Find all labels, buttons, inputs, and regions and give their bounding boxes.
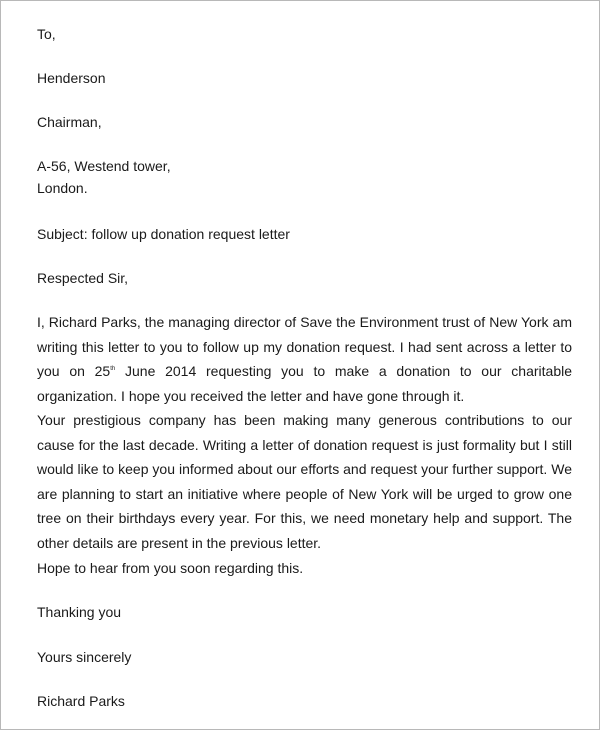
paragraph-1-part-2: June 2014 requesting you to make a donation to our charitable organization. I hope you received the letter and have gone through it. [37, 363, 572, 404]
address-line-2: London. [37, 180, 88, 196]
to-label: To, [37, 26, 56, 42]
recipient-name: Henderson [37, 70, 106, 86]
signature-name: Richard Parks [37, 693, 125, 709]
paragraph-2: Your prestigious company has been making many generous contributions to our cause for the last decade. Writing a letter of donation request is just formality but I still would like to keep you informed about our efforts and request your further support. We are planning to start an initiative where people of New York will be urged to grow one tree on their birthdays every year. For this, we need monetary help and support. The other details are present in the previous letter. [37, 412, 572, 551]
subject-line: Subject: follow up donation request letter [37, 226, 290, 242]
recipient-title: Chairman, [37, 114, 102, 130]
thanks-line: Thanking you [37, 604, 122, 620]
paragraph-1-part-1: I, Richard Parks, the managing director of Save the Environment trust of New York am writing this letter to you to follow up my donation request. I had sent across a letter to you on 25 [37, 314, 572, 379]
paragraph-1 [37, 310, 572, 408]
sign-off: Yours sincerely [37, 649, 132, 665]
closing-line: Hope to hear from you soon regarding this. [37, 560, 304, 576]
address-line-1: A-56, Westend tower, [37, 158, 171, 174]
greeting: Respected Sir, [37, 270, 129, 286]
date-ordinal-suffix: th [110, 366, 116, 372]
letter-body [37, 310, 572, 555]
